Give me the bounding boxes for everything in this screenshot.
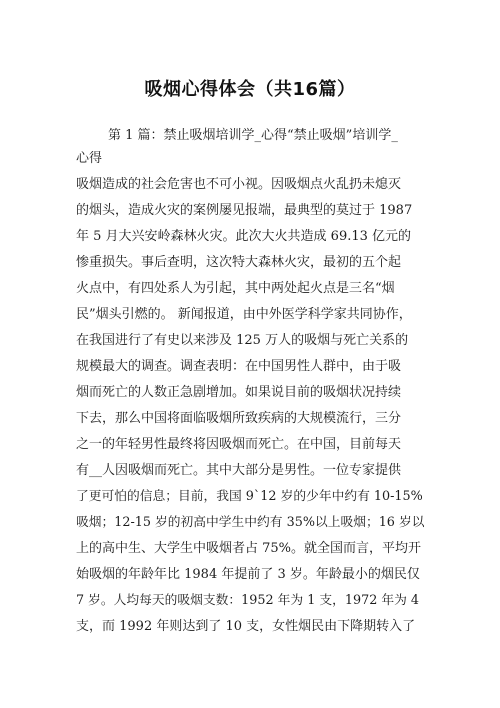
body-line: 规模最大的调查。调查表明：在中国男性人群中，由于吸 — [76, 359, 402, 374]
body-line: 吸烟；12-15 岁的初高中学生中约有 35%以上吸烟；16 岁以 — [76, 515, 425, 530]
body-line: 的烟头，造成火灾的案例屡见报端，最典型的莫过于 1987 — [76, 203, 413, 218]
body-line: 始吸烟的年龄年比 1984 年提前了 3 岁。年龄最小的烟民仅 — [76, 567, 420, 582]
body-line: 7 岁。人均每天的吸烟支数：1952 年为 1 支，1972 年为 4 — [76, 593, 420, 608]
body-line: 年 5 月大兴安岭森林火灾。此次大火共造成 69.13 亿元的 — [76, 229, 412, 244]
body-line: 民”烟头引燃的。 新闻报道，由中外医学科学家共同协作， — [76, 307, 412, 322]
body-line: 了更可怕的信息；目前，我国 9`12 岁的少年中约有 10-15% — [76, 489, 423, 504]
body-line: 心得 — [76, 151, 103, 166]
body-line: 火点中，有四处系人为引起，其中两处起火点是三名“烟 — [76, 281, 395, 296]
body-line: 有__人因吸烟而死亡。其中大部分是男性。一位专家提供 — [76, 463, 402, 478]
body-line: 下去，那么中国将面临吸烟所致疾病的大规模流行，三分 — [76, 411, 402, 426]
body-line: 第 1 篇：禁止吸烟培训学_心得“禁止吸烟”培训学_ — [108, 128, 398, 143]
body-line: 在我国进行了有史以来涉及 125 万人的吸烟与死亡关系的 — [76, 333, 409, 348]
body-line: 吸烟造成的社会危害也不可小视。因吸烟点火乱扔未熄灭 — [76, 177, 402, 192]
document-title: 吸烟心得体会（共16篇） — [144, 79, 356, 100]
body-line: 上的高中生、大学生中吸烟者占 75%。就全国而言，平均开 — [76, 541, 422, 556]
body-line: 惨重损失。事后查明，这次特大森林火灾，最初的五个起 — [76, 255, 402, 270]
body-line: 之一的年轻男性最终将因吸烟而死亡。在中国，目前每天 — [76, 437, 402, 452]
body-line: 烟而死亡的人数正急剧增加。如果说目前的吸烟状况持续 — [76, 385, 402, 400]
body-line: 支，而 1992 年则达到了 10 支，女性烟民由下降期转入了 — [76, 619, 416, 634]
